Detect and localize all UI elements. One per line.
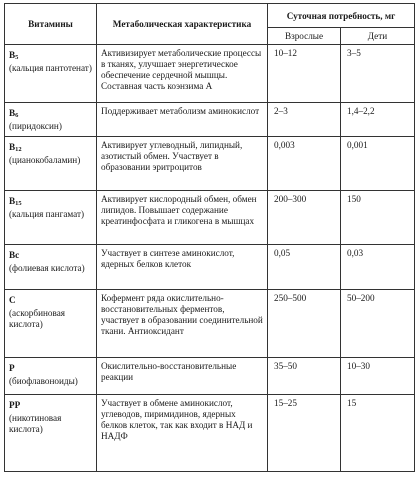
metabolic-description: Активирует кислородный обмен, обмен липидов. Повышает содержание креатинфосфата и гликогена в мышцах [97, 191, 268, 245]
child-dose: 15 [341, 395, 415, 472]
header-adults: Взрослые [268, 28, 341, 45]
vitamin-subscript: 15 [15, 200, 22, 207]
vitamin-name: (кальция пангамат) [9, 209, 85, 219]
vitamin-subscript: 5 [15, 54, 19, 61]
child-dose: 0,001 [341, 137, 415, 191]
table-row [5, 290, 415, 358]
child-dose: 50–200 [341, 290, 415, 358]
vitamin-cell [5, 358, 97, 395]
header-children: Дети [341, 28, 415, 45]
vitamin-subscript: 12 [15, 146, 22, 153]
vitamin-letter: B [9, 142, 16, 152]
vitamin-code [9, 50, 92, 61]
vitamin-code [9, 196, 92, 207]
vitamin-letter: Р [9, 363, 15, 373]
table-row [5, 137, 415, 191]
vitamin-cell [5, 191, 97, 245]
metabolic-description: Окислительно-восстановительные реакции [97, 358, 268, 395]
vitamin-name: (пиридоксин) [9, 121, 62, 131]
vitamin-code [9, 400, 92, 411]
child-dose: 10–30 [341, 358, 415, 395]
adult-dose: 250–500 [268, 290, 341, 358]
child-dose: 150 [341, 191, 415, 245]
vitamin-code [9, 142, 92, 153]
vitamins-table [4, 3, 415, 472]
vitamin-code [9, 295, 92, 306]
vitamin-cell [5, 45, 97, 103]
metabolic-description: Участвует в синтезе аминокислот, ядерных белков клеток [97, 245, 268, 290]
table-body [5, 45, 415, 472]
child-dose: 3–5 [341, 45, 415, 103]
metabolic-description: Кофермент ряда окислительно-восстановительных ферментов, участвует в образовании соединительной ткани. Антиоксидант [97, 290, 268, 358]
metabolic-description: Активизирует метаболические процессы в тканях, улучшает энергетическое обеспечение сердечной мышцы. Составная часть коэнзима А [97, 45, 268, 103]
adult-dose: 200–300 [268, 191, 341, 245]
metabolic-description: Поддерживает метаболизм аминокислот [97, 103, 268, 137]
header-daily-need: Суточная потребность, мг [268, 4, 415, 28]
header-metabolic: Метаболическая характеристика [97, 4, 268, 45]
vitamin-name: (биофлавоноиды) [9, 376, 78, 386]
adult-dose: 15–25 [268, 395, 341, 472]
table-header [5, 4, 415, 45]
vitamin-letter: Вс [9, 250, 20, 260]
vitamin-code [9, 108, 92, 119]
table-row [5, 395, 415, 472]
vitamin-letter: B [9, 196, 16, 206]
vitamin-code [9, 363, 92, 374]
vitamin-letter: B [9, 50, 16, 60]
header-vitamins: Витамины [5, 4, 97, 45]
vitamin-name: (цианокобаламин) [9, 155, 81, 165]
vitamin-name: (никотиновая кислота) [9, 413, 62, 434]
vitamin-letter: B [9, 108, 16, 118]
vitamin-subscript: 6 [15, 112, 19, 119]
child-dose: 1,4–2,2 [341, 103, 415, 137]
adult-dose: 0,003 [268, 137, 341, 191]
table-row [5, 358, 415, 395]
vitamin-cell [5, 395, 97, 472]
vitamin-cell [5, 137, 97, 191]
metabolic-description: Участвует в обмене аминокислот, углеводов, пиримидинов, ядерных белков клеток, так как входит в НАД и НАДФ [97, 395, 268, 472]
vitamin-cell [5, 245, 97, 290]
vitamin-name: (фолиевая кислота) [9, 263, 85, 273]
adult-dose: 10–12 [268, 45, 341, 103]
vitamin-cell [5, 103, 97, 137]
adult-dose: 35–50 [268, 358, 341, 395]
vitamin-cell [5, 290, 97, 358]
child-dose: 0,03 [341, 245, 415, 290]
table-row [5, 245, 415, 290]
vitamin-letter: РР [9, 400, 21, 410]
vitamin-code [9, 250, 92, 261]
metabolic-description: Активирует углеводный, липидный, азотистый обмен. Участвует в образовании эритроцитов [97, 137, 268, 191]
adult-dose: 2–3 [268, 103, 341, 137]
vitamin-name: (аскорбиновая кислота) [9, 308, 66, 329]
table-row [5, 45, 415, 103]
adult-dose: 0,05 [268, 245, 341, 290]
table-row [5, 103, 415, 137]
table-row [5, 191, 415, 245]
vitamin-name: (кальция пантотенат) [9, 63, 92, 73]
vitamin-letter: С [9, 295, 16, 305]
